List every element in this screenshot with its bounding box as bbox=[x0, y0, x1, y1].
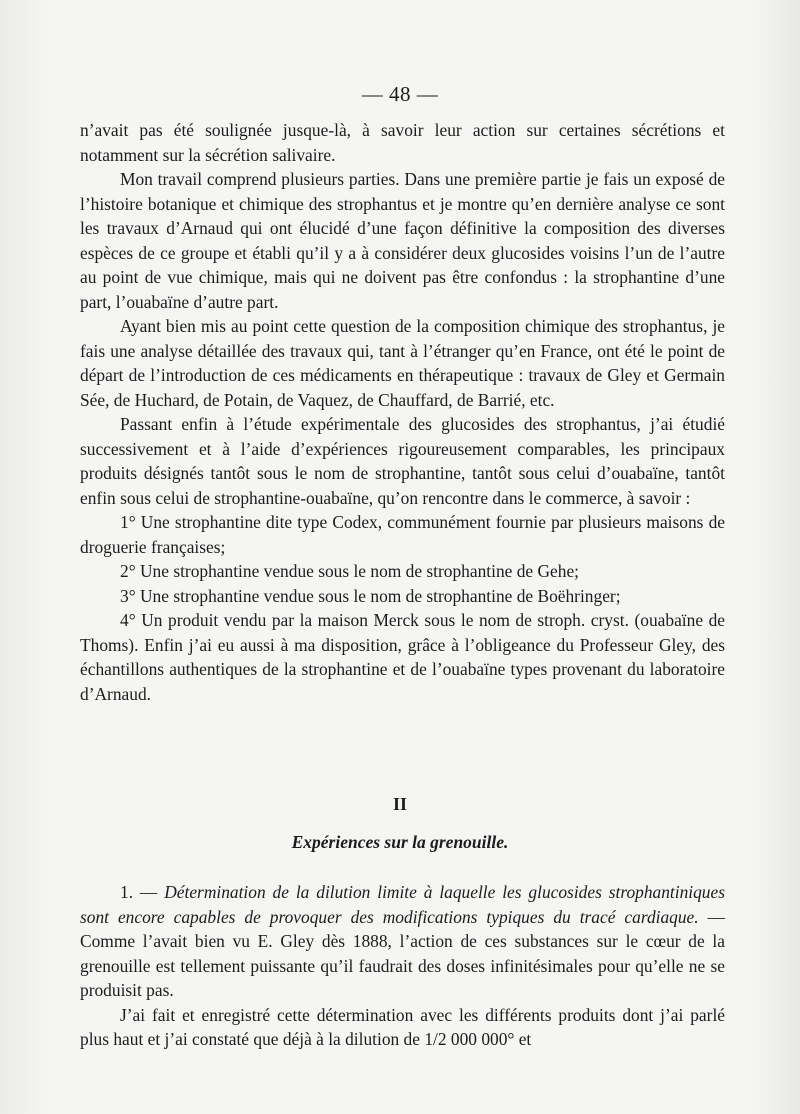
paragraph-dilution: J’ai fait et enregistré cette détermination avec les différents produits dont j’ai parlé plus haut et j’ai constaté que déjà à la dilution de 1/2 000 000° et bbox=[80, 1004, 725, 1049]
paragraph-chemical-review: Ayant bien mis au point cette question de la composition chimique des strophantus, je fais une analyse détaillée des travaux qui, tant à l’étranger qu’en France, ont été le point de départ de l’introduction de ces médicaments en thérapeutique : travaux de Gley et Germain Sée, de Huchard, de Potain, de Vaquez, de Chauffard, de Barrié, etc. bbox=[80, 316, 725, 410]
list-item-boehringer: 3° Une strophantine vendue sous le nom de strophantine de Boëhringer; bbox=[120, 585, 621, 606]
list-item-merck: 4° Un produit vendu par la maison Merck sous le nom de stroph. cryst. (ouabaïne de Thoms). Enfin j’ai eu aussi à ma disposition, grâce à l’obligeance du Professeur Gley, des échantillons authentiques de la strophantine et de l’ouabaïne types provenant du laboratoire d’Arnaud. bbox=[80, 610, 725, 704]
section-number: II bbox=[392, 794, 407, 814]
subsection-number: 1. — bbox=[120, 882, 158, 902]
subsection-paragraph bbox=[80, 880, 725, 1003]
list-item-gehe: 2° Une strophantine vendue sous le nom de strophantine de Gehe; bbox=[120, 561, 580, 581]
paragraph-work-overview: Mon travail comprend plusieurs parties. Dans une première partie je fais un exposé de l’histoire botanique et chimique des strophantus et je montre qu’en dernière analyse ce sont les travaux d’Arnaud qui ont élucidé d’une façon définitive la composition des diverses espèces de ce groupe et établi qu’il y a à considérer deux glucosides voisins l’un de l’autre au point de vue chimique, mais qui ne doivent pas être confondus : la strophantine d’une part, l’ouabaïne d’autre part. bbox=[80, 169, 725, 312]
section-title: Expériences sur la grenouille. bbox=[291, 832, 509, 852]
paragraph-continuation: n’avait pas été soulignée jusque-là, à savoir leur action sur certaines sécrétions et notamment sur la sécrétion salivaire. bbox=[80, 120, 725, 165]
subsection-heading: Détermination de la dilution limite à laquelle les glucosides strophantiniques sont encore capables de provoquer des modifications typiques du tracé cardiaque. bbox=[80, 882, 725, 927]
main-text-block bbox=[80, 118, 725, 706]
subsection-text: — Comme l’avait bien vu E. Gley dès 1888, l’action de ces substances sur le cœur de la grenouille est tellement puissante qu’il faudrait des doses infinitésimales pour qu’elle ne se produisit pas. bbox=[80, 906, 725, 1000]
paragraph-experimental-study: Passant enfin à l’étude expérimentale des glucosides des strophantus, j’ai étudié successivement et à l’aide d’expériences rigoureusement comparables, les principaux produits désignés tantôt sous le nom de strophantine, tantôt sous celui d’ouabaïne, tantôt enfin sous celui de strophantine-ouabaïne, qu’on rencontre dans le commerce, à savoir : bbox=[80, 414, 725, 508]
page-number: — 48 — bbox=[361, 82, 439, 106]
list-item-codex: 1° Une strophantine dite type Codex, communément fournie par plusieurs maisons de droguerie françaises; bbox=[80, 512, 725, 557]
section-text-block bbox=[80, 880, 725, 1052]
